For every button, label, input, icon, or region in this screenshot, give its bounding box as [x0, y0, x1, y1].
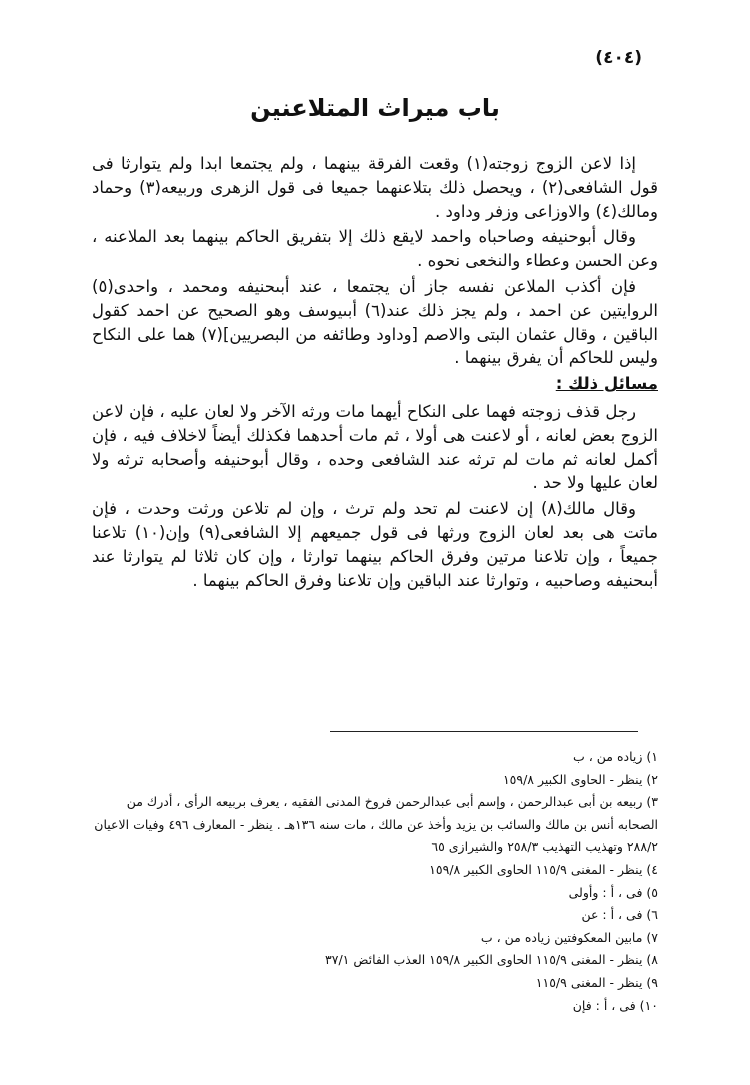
footnote: ٧) مابين المعكوفتين زياده من ، ب: [480, 929, 658, 945]
footnote: ٤) ينظر - المغنى ١١٥/٩ الحاوى الكبير ١٥٩/٨: [429, 861, 658, 877]
footnote: ٢) ينظر - الحاوى الكبير ١٥٩/٨: [502, 771, 658, 787]
footnote: ٦) فى ، أ : عن: [581, 907, 658, 923]
section-heading: مسائل ذلك :: [555, 374, 658, 394]
footnote: ٣) ربيعه بن أبى عبدالرحمن ، وإسم أبى عبدالرحمن فروخ المدنى الفقيه ، يعرف بربيعه الرأى ، أدرك من الصحابه أنس بن مالك والسائب بن يزيد وأخذ عن مالك ، مات سنه ١٣٦هـ . ينظر - المعارف ٤٩٦ وفيات الاعيان ٢٨٨/٢ وتهذيب التهذيب ٢٥٨/٣ والشيرازى ٦٥: [94, 794, 658, 855]
paragraph: وقال مالك(٨) إن لاعنت لم تحد ولم ترث ، وإن لم تلاعن ورثت وحدت ، فإن ماتت هى بعد لعان الزوج ورثها فى قول جميعهم إلا الشافعى(٩) وإن(١٠) تلاعنا جميعاً ، وإن تلاعنا مرتين وفرق الحاكم بينهما توارثا ، وإن كان ثلاثا لم يتوارثا عند أبىحنيفه وصاحبيه ، وتوارثا عند الباقين وإن تلاعنا وفرق الحاكم بينهما .: [92, 499, 658, 590]
main-text: [92, 152, 658, 594]
footnote: ٨) ينظر - المغنى ١١٥/٩ الحاوى الكبير ١٥٩/٨ العذب الفائض ٣٧/١: [325, 952, 658, 968]
paragraph: إذا لاعن الزوج زوجته(١) وقعت الفرقة بينهما ، ولم يجتمعا ابدا ولم يتوارثا فى قول الشافعى(٢) ، ويحصل ذلك بتلاعنهما جميعا فى قول الزهرى وربيعه(٣) وحماد ومالك(٤) والاوزاعى وزفر وداود .: [92, 154, 659, 221]
footnote: ٩) ينظر - المغنى ١١٥/٩: [535, 974, 658, 990]
chapter-title: باب ميراث المتلاعنين: [250, 94, 500, 122]
paragraph: فإن أكذب الملاعن نفسه جاز أن يجتمعا ، عند أبىحنيفه ومحمد ، واحدى(٥) الروايتين عن احمد ، ولم يجز ذلك عند(٦) أبىيوسف وهو الصحيح عن احمد كقول الباقين ، وقال عثمان البتى والاصم [وداود وطائفه من البصريين](٧) هما على النكاح وليس للحاكم أن يفرق بينهما .: [92, 276, 659, 368]
paragraph: رجل قذف زوجته فهما على النكاح أيهما مات ورثه الآخر ولا لعان عليه ، فإن لاعن الزوج بعض لعانه ، أو لاعنت هى أولا ، ثم مات أحدهما فكذلك أيضاً لاخلاف فيه ، فإن أكمل لعانه ثم مات لم ترثه عند الشافعى وحده ، وقال أبوحنيفه وأصحابه ترثه ولا لعان عليها ولا حد .: [92, 401, 658, 493]
footnotes: [92, 746, 658, 1017]
paragraph: وقال أبوحنيفه وصاحباه واحمد لايقع ذلك إلا بتفريق الحاكم بينهما بعد الملاعنه ، وعن الحسن وعطاء والنخعى نحوه .: [92, 227, 658, 271]
footnote: ١٠) فى ، أ : فإن: [572, 997, 658, 1013]
page-number: (٤٠٤): [595, 48, 642, 68]
footnote-divider: [330, 731, 638, 732]
footnote: ١) زياده من ، ب: [573, 749, 658, 764]
footnote: ٥) فى ، أ : وأولى: [568, 884, 658, 900]
